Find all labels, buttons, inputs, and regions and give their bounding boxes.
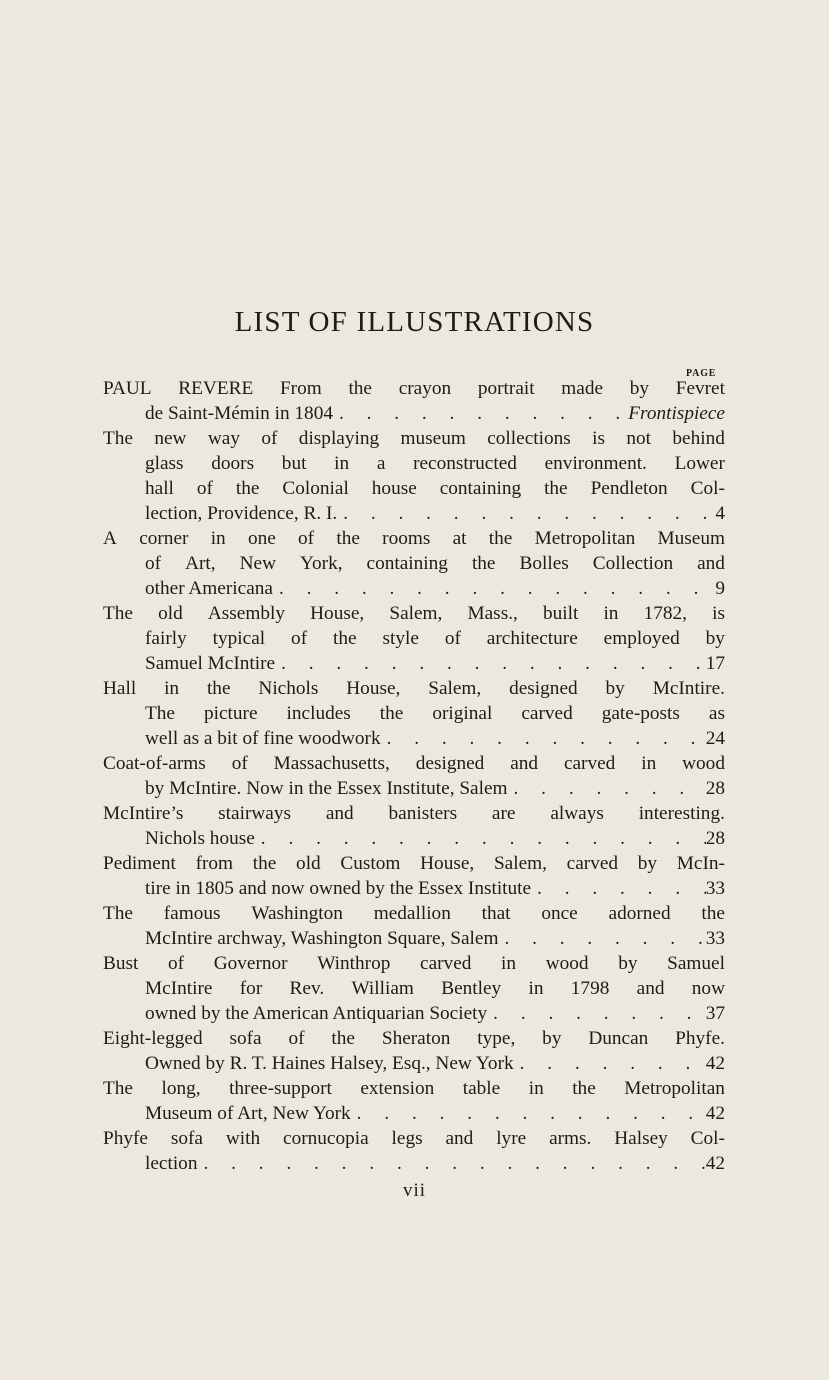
word: carved	[420, 953, 472, 974]
entry-line	[103, 501, 725, 526]
word: in	[501, 953, 517, 974]
word: Mass.,	[467, 603, 518, 624]
entry-line	[103, 1051, 725, 1076]
word: interesting.	[638, 803, 725, 824]
illustration-entry	[103, 376, 725, 426]
word: picture	[203, 703, 258, 724]
word: architecture	[486, 628, 578, 649]
entry-caption: Nichols house	[145, 828, 255, 849]
illustration-entry	[103, 901, 725, 951]
illustration-entry	[103, 801, 725, 851]
word: New	[239, 553, 277, 574]
entry-caption: other Americana	[145, 578, 273, 599]
word: House,	[310, 603, 365, 624]
word: of	[145, 553, 162, 574]
word: of	[261, 428, 278, 449]
entry-caption: tire in 1805 and now owned by the Essex Institute	[145, 878, 532, 899]
word: From	[279, 378, 322, 399]
word: employed	[603, 628, 680, 649]
entry-caption: by McIntire. Now in the Essex Institute, Salem	[145, 778, 508, 799]
word: House,	[346, 678, 401, 699]
word: a	[376, 453, 386, 474]
word: typical	[212, 628, 266, 649]
word: the	[333, 628, 357, 649]
dot-leader	[351, 1101, 706, 1126]
word: Nichols	[258, 678, 319, 699]
word: Hall	[103, 678, 137, 699]
entry-line	[103, 1026, 725, 1051]
word: are	[491, 803, 516, 824]
word: the	[252, 853, 277, 874]
word: by	[705, 628, 725, 649]
word: Bust	[103, 953, 139, 974]
word: the	[235, 478, 260, 499]
word: as	[708, 703, 725, 724]
entry-line	[103, 1076, 725, 1101]
word: in	[641, 753, 657, 774]
word: is	[592, 428, 606, 449]
word: lyre	[496, 1128, 527, 1149]
entry-line	[103, 926, 725, 951]
word: Pediment	[103, 853, 176, 874]
dot-leader	[487, 1001, 706, 1026]
entry-line	[103, 676, 725, 701]
entry-caption: owned by the American Antiquarian Society	[145, 1003, 488, 1024]
word: collections	[487, 428, 571, 449]
word: The	[103, 603, 133, 624]
word: with	[225, 1128, 261, 1149]
entry-page-number: 42	[705, 1153, 725, 1174]
dot-leader	[381, 726, 706, 751]
word: legs	[391, 1128, 423, 1149]
illustration-entry	[103, 526, 725, 601]
word: glass	[145, 453, 184, 474]
word: is	[712, 603, 725, 624]
word: designed	[509, 678, 578, 699]
word: of	[168, 953, 185, 974]
word: for	[239, 978, 263, 999]
word: the	[336, 528, 360, 549]
entry-line	[103, 476, 725, 501]
word: the	[572, 1078, 596, 1099]
word: type,	[477, 1028, 516, 1049]
word: of	[444, 628, 461, 649]
word: Lower	[674, 453, 725, 474]
entry-page-number: 33	[705, 928, 725, 949]
word: Washington	[251, 903, 343, 924]
dot-leader	[508, 776, 706, 801]
illustration-entry	[103, 851, 725, 901]
word: The	[103, 428, 133, 449]
entry-line	[103, 451, 725, 476]
word: Salem,	[493, 853, 547, 874]
entry-page-number: 42	[705, 1053, 725, 1074]
entry-line	[103, 626, 725, 651]
word: Collection	[592, 553, 674, 574]
word: extension	[360, 1078, 435, 1099]
dot-leader	[514, 1051, 706, 1076]
word: The	[145, 703, 175, 724]
entry-caption: Samuel McIntire	[145, 653, 276, 674]
word: famous	[163, 903, 221, 924]
entry-line	[103, 801, 725, 826]
word: by	[629, 378, 650, 399]
entry-line	[103, 651, 725, 676]
word: now	[691, 978, 725, 999]
word: sofa	[170, 1128, 203, 1149]
word: that	[481, 903, 511, 924]
word: 1798	[570, 978, 610, 999]
illustration-entry	[103, 1076, 725, 1126]
entry-line	[103, 751, 725, 776]
word: built	[542, 603, 579, 624]
dot-leader	[498, 926, 705, 951]
word: Coat-of-arms	[103, 753, 206, 774]
word: carved	[563, 753, 616, 774]
word: of	[288, 1028, 305, 1049]
word: the	[379, 703, 404, 724]
word: doors	[211, 453, 255, 474]
word: Bolles	[519, 553, 569, 574]
word: the	[331, 1028, 355, 1049]
word: hall	[145, 478, 174, 499]
word: Custom	[340, 853, 401, 874]
entry-line	[103, 551, 725, 576]
entry-caption: well as a bit of fine woodwork	[145, 728, 381, 749]
word: designed	[415, 753, 485, 774]
word: always	[550, 803, 604, 824]
word: The	[103, 1078, 133, 1099]
word: but	[281, 453, 307, 474]
word: table	[462, 1078, 501, 1099]
word: gate-posts	[601, 703, 680, 724]
word: the	[701, 903, 725, 924]
illustration-entry	[103, 751, 725, 801]
word: Museum	[657, 528, 725, 549]
entry-line	[103, 401, 725, 426]
page-number: vii	[402, 1180, 427, 1201]
word: Assembly	[207, 603, 285, 624]
word: by	[637, 853, 658, 874]
word: rooms	[382, 528, 431, 549]
word: once	[541, 903, 578, 924]
entry-line	[103, 576, 725, 601]
word: medallion	[373, 903, 451, 924]
illustration-entry	[103, 676, 725, 751]
entry-page-number: 42	[705, 1103, 725, 1124]
dot-leader	[275, 651, 706, 676]
word: includes	[286, 703, 351, 724]
word: and	[325, 803, 354, 824]
entry-line	[103, 1101, 725, 1126]
word: in	[164, 678, 180, 699]
dot-leader	[531, 876, 706, 901]
word: Sheraton	[381, 1028, 451, 1049]
illustration-entry	[103, 601, 725, 676]
word: the	[471, 553, 496, 574]
word: and	[445, 1128, 474, 1149]
word: PAUL	[103, 378, 152, 399]
entry-page-number: Frontispiece	[628, 403, 725, 424]
entry-caption: Museum of Art, New York	[145, 1103, 351, 1124]
word: portrait	[477, 378, 535, 399]
word: of	[196, 478, 213, 499]
word: of	[231, 753, 248, 774]
word: environment.	[544, 453, 647, 474]
entry-line	[103, 851, 725, 876]
word: cornucopia	[283, 1128, 369, 1149]
word: new	[154, 428, 187, 449]
word: by	[605, 678, 625, 699]
word: adorned	[608, 903, 671, 924]
word: Col-	[690, 1128, 725, 1149]
word: York,	[300, 553, 343, 574]
entry-line	[103, 776, 725, 801]
word: carved	[566, 853, 619, 874]
word: Salem,	[389, 603, 443, 624]
dot-leader	[255, 826, 706, 851]
entry-line	[103, 426, 725, 451]
word: old	[158, 603, 183, 624]
dot-leader	[333, 401, 628, 426]
entry-page-number: 17	[705, 653, 725, 674]
word: Eight-legged	[103, 1028, 203, 1049]
word: from	[195, 853, 234, 874]
word: museum	[400, 428, 466, 449]
word: at	[452, 528, 467, 549]
word: in	[603, 603, 619, 624]
word: house	[371, 478, 417, 499]
word: containing	[366, 553, 448, 574]
word: Samuel	[667, 953, 725, 974]
word: the	[206, 678, 231, 699]
word: three-support	[229, 1078, 332, 1099]
word: by	[542, 1028, 562, 1049]
word: sofa	[229, 1028, 262, 1049]
word: of	[298, 528, 315, 549]
word: old	[296, 853, 321, 874]
word: in	[210, 528, 226, 549]
dot-leader	[273, 576, 715, 601]
entry-line	[103, 601, 725, 626]
word: the	[348, 378, 372, 399]
word: not	[626, 428, 652, 449]
word: fairly	[145, 628, 187, 649]
word: of	[291, 628, 308, 649]
word: The	[103, 903, 133, 924]
entry-caption: de Saint-Mémin in 1804	[145, 403, 333, 424]
entry-caption: McIntire archway, Washington Square, Salem	[145, 928, 499, 949]
entry-line	[103, 1001, 725, 1026]
page-title: LIST OF ILLUSTRATIONS	[234, 306, 595, 338]
entry-line	[103, 876, 725, 901]
word: long,	[161, 1078, 201, 1099]
entry-page-number: 37	[705, 1003, 725, 1024]
word: stairways	[218, 803, 291, 824]
illustration-entry	[103, 1126, 725, 1176]
word: House,	[420, 853, 475, 874]
word: original	[432, 703, 493, 724]
word: Salem,	[428, 678, 482, 699]
entry-line	[103, 526, 725, 551]
word: banisters	[388, 803, 458, 824]
illustration-entry	[103, 1026, 725, 1076]
word: Rev.	[289, 978, 325, 999]
word: Col-	[690, 478, 725, 499]
word: Art,	[185, 553, 216, 574]
word: A	[103, 528, 117, 549]
entry-line	[103, 901, 725, 926]
word: style	[382, 628, 419, 649]
word: in	[334, 453, 350, 474]
entry-line	[103, 951, 725, 976]
word: and	[510, 753, 539, 774]
word: made	[561, 378, 604, 399]
word: Bentley	[441, 978, 502, 999]
word: carved	[521, 703, 573, 724]
illustration-entry	[103, 951, 725, 1026]
word: REVERE	[178, 378, 254, 399]
word: Metropolitan	[534, 528, 636, 549]
word: McIntire.	[652, 678, 725, 699]
entry-caption: Owned by R. T. Haines Halsey, Esq., New York	[145, 1053, 514, 1074]
word: by	[618, 953, 638, 974]
entry-caption: lection	[145, 1153, 198, 1174]
word: Colonial	[282, 478, 349, 499]
word: wood	[545, 953, 589, 974]
dot-leader	[337, 501, 715, 526]
word: Massachusetts,	[273, 753, 390, 774]
word: Winthrop	[317, 953, 391, 974]
entry-line	[103, 826, 725, 851]
word: crayon	[398, 378, 452, 399]
word: the	[544, 478, 568, 499]
dot-leader	[197, 1151, 705, 1176]
word: reconstructed	[413, 453, 517, 474]
word: Halsey	[614, 1128, 668, 1149]
word: wood	[682, 753, 725, 774]
word: Governor	[213, 953, 288, 974]
word: Pendleton	[590, 478, 668, 499]
entry-page-number: 33	[705, 878, 725, 899]
entry-page-number: 28	[705, 828, 725, 849]
entry-line	[103, 976, 725, 1001]
entry-page-number: 4	[715, 503, 725, 524]
word: McIntire	[145, 978, 213, 999]
entry-caption: lection, Providence, R. I.	[145, 503, 338, 524]
entry-line	[103, 1126, 725, 1151]
illustration-entry	[103, 426, 725, 526]
word: displaying	[298, 428, 380, 449]
word: behind	[672, 428, 725, 449]
word: McIn-	[676, 853, 725, 874]
word: William	[351, 978, 414, 999]
word: arms.	[549, 1128, 592, 1149]
entry-line	[103, 376, 725, 401]
word: McIntire’s	[103, 803, 184, 824]
word: one	[247, 528, 276, 549]
word: Duncan	[588, 1028, 649, 1049]
word: Metropolitan	[624, 1078, 725, 1099]
entry-line	[103, 726, 725, 751]
word: in	[528, 1078, 544, 1099]
word: and	[636, 978, 665, 999]
word: Fevret	[675, 378, 725, 399]
page-column-label: PAGE	[686, 368, 717, 379]
illustrations-list	[103, 376, 725, 1176]
entry-line	[103, 1151, 725, 1176]
word: way	[207, 428, 240, 449]
word: in	[528, 978, 544, 999]
word: the	[488, 528, 513, 549]
word: Phyfe.	[675, 1028, 725, 1049]
word: containing	[439, 478, 522, 499]
entry-page-number: 28	[705, 778, 725, 799]
entry-page-number: 24	[705, 728, 725, 749]
word: corner	[139, 528, 189, 549]
entry-line	[103, 701, 725, 726]
word: Phyfe	[103, 1128, 148, 1149]
entry-page-number: 9	[715, 578, 725, 599]
word: 1782,	[643, 603, 687, 624]
word: and	[697, 553, 725, 574]
